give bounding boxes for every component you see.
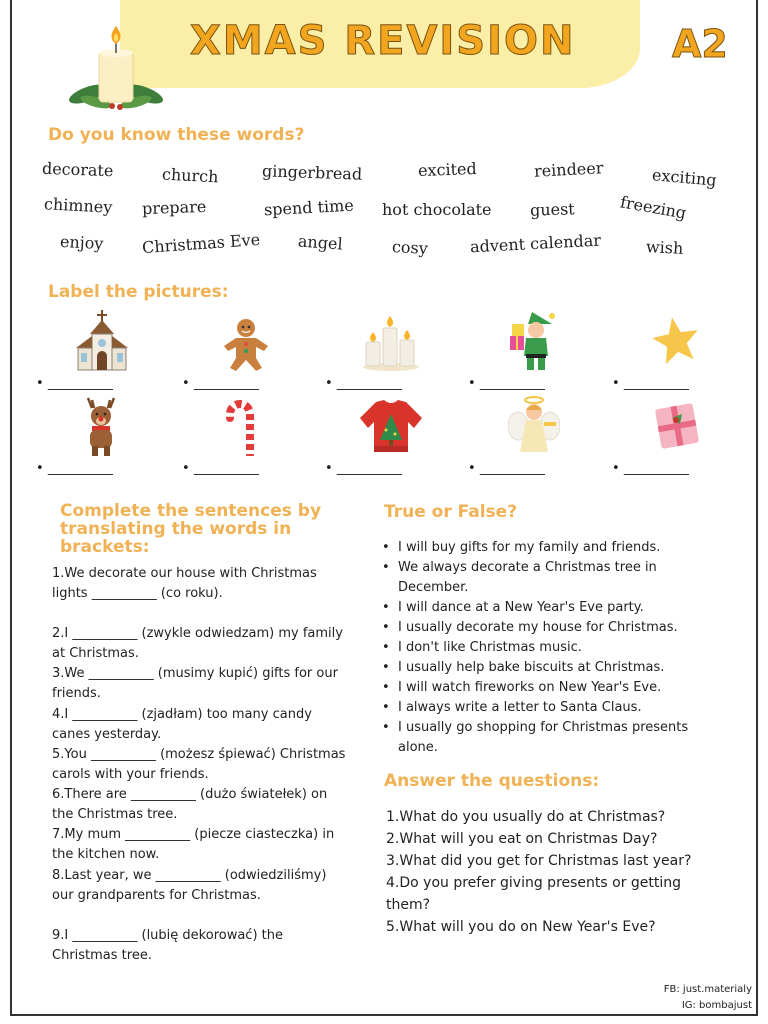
sentence-item: 2.I __________ (zwykle odwiedzam) my family at Christmas. (52, 626, 343, 661)
sentence-item: 5.You __________ (możesz śpiewać) Christmas carols with your friends. (52, 747, 346, 782)
candles-icon (360, 312, 420, 372)
gift-icon (652, 396, 712, 456)
complete-heading: Complete the sentences by translating the words in brackets: (60, 501, 322, 557)
elf-icon (508, 310, 568, 370)
list-item: • I will dance at a New Year's Eve party. (380, 598, 730, 618)
sentence-item: 6.There are __________ (dużo światełek) on the Christmas tree. (52, 787, 328, 822)
list-item: 5.What will you do on New Year's Eve? (386, 919, 656, 935)
vocab-word: hot chocolate (382, 200, 492, 219)
sentence-item: 1.We decorate our house with Christmas lights __________ (co roku). (52, 566, 317, 601)
list-item: • I will buy gifts for my family and friends. (380, 538, 730, 558)
vocab-word: prepare (141, 196, 207, 219)
vocab-word: advent calendar (469, 230, 602, 257)
footer-fb: FB: just.materialy (663, 984, 752, 995)
sentence-item: 4.I __________ (zjadłam) too many candy canes yesterday. (52, 707, 312, 742)
vocab-word: chimney (43, 194, 113, 217)
vocab-word: excited (417, 158, 478, 181)
blank-line[interactable]: • __________ (182, 461, 259, 476)
list-item: • I will watch fireworks on New Year's Eve. (380, 678, 730, 698)
vocab-word: cosy (391, 237, 429, 258)
list-item: 4.Do you prefer giving presents or getting them? (386, 875, 682, 913)
blank-line[interactable]: • __________ (612, 376, 689, 391)
vocab-word: church (161, 164, 219, 187)
church-icon (72, 308, 132, 368)
blank-line[interactable]: • __________ (468, 376, 545, 391)
vocab-word: Christmas Eve (141, 229, 261, 258)
gingerbread-icon (218, 316, 278, 376)
list-item: 2.What will you eat on Christmas Day? (386, 831, 658, 847)
vocab-word: wish (645, 237, 684, 258)
sentence-item: 8.Last year, we __________ (odwiedziliśmy) our grandparents for Christmas. (52, 868, 327, 903)
true-false-list (380, 538, 730, 758)
vocab-word: guest (529, 199, 575, 220)
list-item: • We always decorate a Christmas tree in December. (380, 558, 730, 598)
page-title: XMAS REVISION (190, 18, 576, 64)
angel-icon (508, 394, 568, 454)
blank-line[interactable]: • __________ (468, 461, 545, 476)
list-item: • I usually help bake biscuits at Christmas. (380, 658, 730, 678)
vocab-word: exciting (651, 165, 718, 190)
sentence-item: 3.We __________ (musimy kupić) gifts for our friends. (52, 666, 338, 701)
words-heading: Do you know these words? (48, 125, 305, 145)
list-item: 3.What did you get for Christmas last year? (386, 853, 692, 869)
candle-icon (66, 24, 166, 114)
vocab-word: reindeer (533, 158, 604, 181)
blank-line[interactable]: • __________ (36, 376, 113, 391)
blank-line[interactable]: • __________ (182, 376, 259, 391)
list-item: • I don't like Christmas music. (380, 638, 730, 658)
vocab-word: spend time (263, 195, 355, 220)
sentence-item: 7.My mum __________ (piecze ciasteczka) in the kitchen now. (52, 827, 335, 862)
blank-line[interactable]: • __________ (325, 461, 402, 476)
list-item: • I always write a letter to Santa Claus. (380, 698, 730, 718)
vocab-word: enjoy (59, 231, 104, 254)
vocab-word: freezing (618, 192, 688, 223)
candy-cane-icon (220, 398, 280, 458)
reindeer-icon (76, 394, 136, 454)
true-false-heading: True or False? (384, 502, 518, 522)
blank-line[interactable]: • __________ (612, 461, 689, 476)
questions-list (386, 806, 726, 938)
blank-line[interactable]: • __________ (325, 376, 402, 391)
questions-heading: Answer the questions: (384, 771, 600, 791)
star-icon (650, 314, 710, 374)
footer-ig: IG: bombajust (681, 1000, 752, 1011)
list-item: • I usually go shopping for Christmas presents alone. (380, 718, 730, 758)
vocab-word: gingerbread (261, 161, 363, 184)
sentence-item: 9.I __________ (lubię dekorować) the Christmas tree. (52, 928, 283, 963)
sweater-icon (358, 398, 424, 458)
vocab-word: angel (297, 231, 344, 254)
blank-line[interactable]: • __________ (36, 461, 113, 476)
level-badge: A2 (672, 22, 728, 66)
list-item: • I usually decorate my house for Christmas. (380, 618, 730, 638)
label-heading: Label the pictures: (48, 282, 229, 302)
list-item: 1.What do you usually do at Christmas? (386, 809, 666, 825)
vocab-word: decorate (41, 158, 114, 181)
